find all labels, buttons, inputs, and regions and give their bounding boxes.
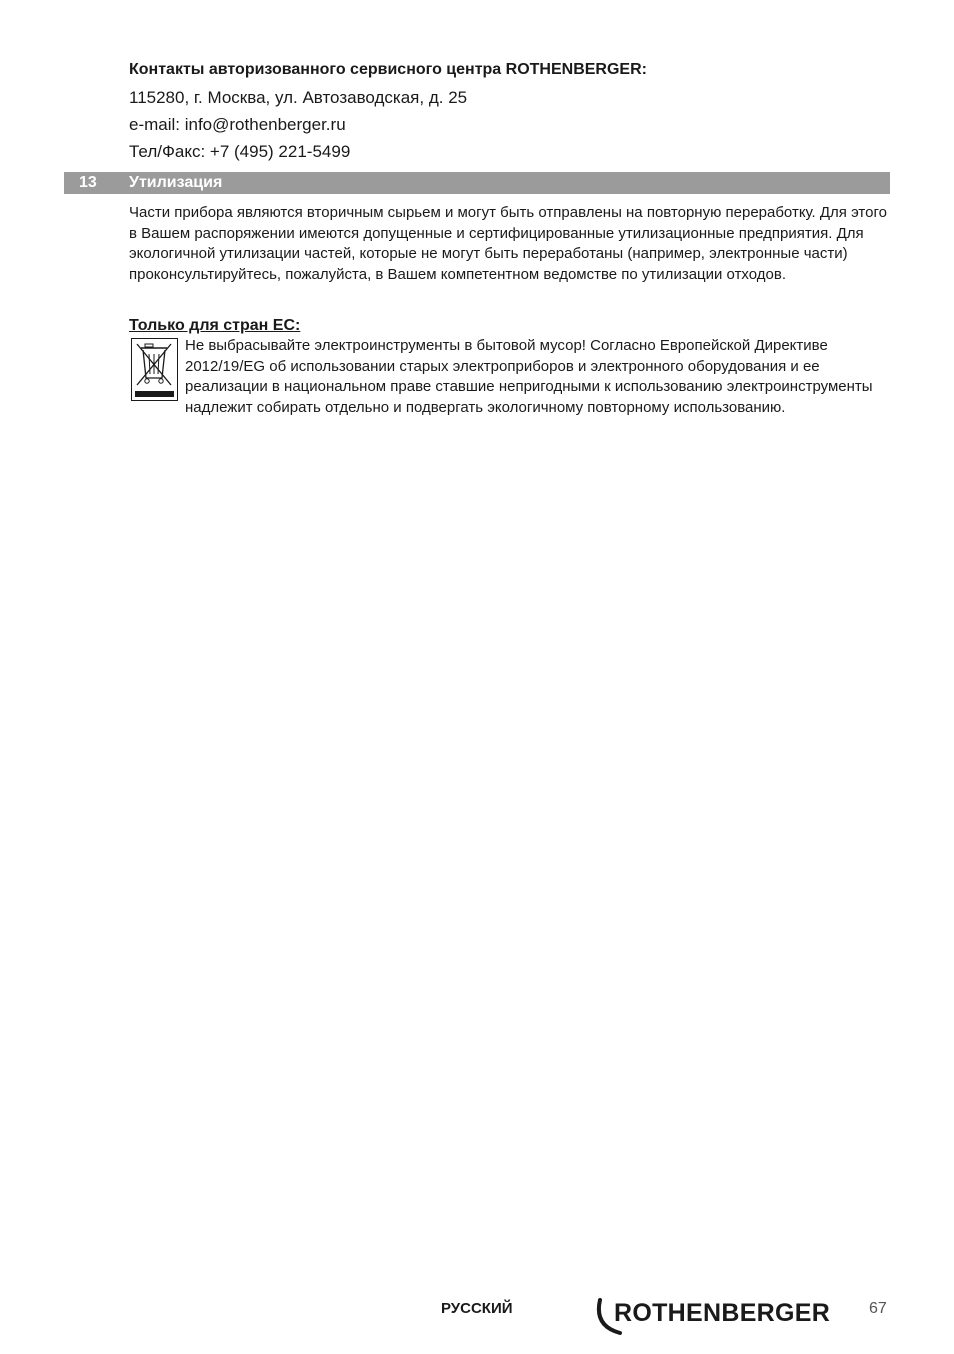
logo-wordmark: ROTHENBERGER <box>614 1299 831 1327</box>
weee-crossed-bin-icon <box>131 338 178 401</box>
eu-disposal-text: Не выбрасывайте электроинструменты в бытовой мусор! Согласно Европейской Директиве 2012/19/EG об использовании старых электроприборов и электронного оборудования и ее реализации в национальном праве ставшие непригодными к использованию электроинструменты надлежит собирать отдельно и подвергать экологичному повторному использованию. <box>185 337 873 416</box>
section-paragraph: Части прибора являются вторичным сырьем и могут быть отправлены на повторную переработку. Для этого в Вашем распоряжении имеются допущенные и сертифицированные утилизационные предприятия. Для экологичной утилизации частей, которые не могут быть переработаны (например, электронные части) проконсультируйтесь, пожалуйста, в Вашем компетентном ведомстве по утилизации отходов. <box>129 204 887 283</box>
eu-title: Только для стран ЕС: <box>129 317 301 334</box>
page-number: 67 <box>869 1300 887 1317</box>
contacts-address: 115280, г. Москва, ул. Автозаводская, д. 25 <box>129 88 468 107</box>
rothenberger-logo <box>594 1296 838 1338</box>
contacts-email: e-mail: info@rothenberger.ru <box>129 115 346 134</box>
section-header <box>64 172 890 194</box>
footer-language: РУССКИЙ <box>441 1300 513 1317</box>
section-number: 13 <box>79 174 97 191</box>
section-title: Утилизация <box>129 174 223 191</box>
contacts-title: Контакты авторизованного сервисного центра ROTHENBERGER: <box>129 61 647 78</box>
contacts-phone: Тел/Факс: +7 (495) 221-5499 <box>129 142 351 161</box>
